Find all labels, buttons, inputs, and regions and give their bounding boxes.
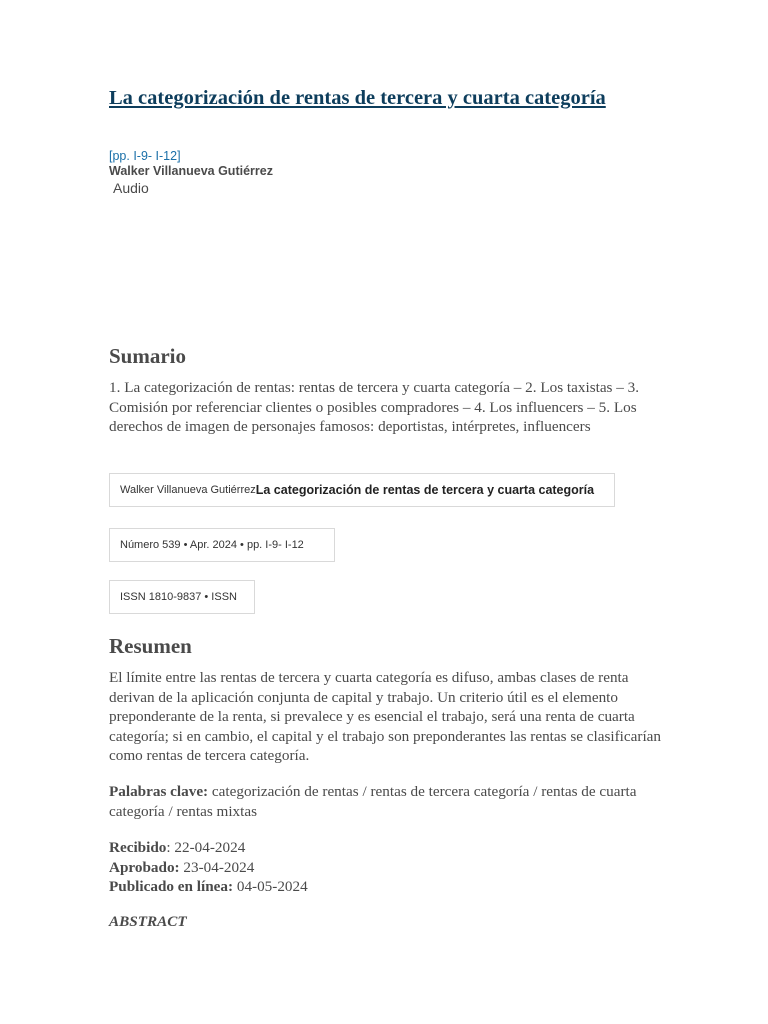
approved-value: 23-04-2024 (183, 858, 255, 876)
issue-info: Número 539 • Apr. 2024 • pp. I-9- I-12 (120, 539, 304, 551)
audio-label[interactable]: Audio (113, 180, 149, 196)
resumen-heading: Resumen (109, 634, 192, 658)
dates-block (109, 838, 661, 897)
keywords-text: categorización de rentas / rentas de tercera categoría / rentas de cuarta categoría / rentas mixtas (109, 783, 637, 820)
citation-box (109, 473, 615, 507)
received-date (109, 838, 661, 858)
issue-box (109, 528, 335, 562)
published-label: Publicado en línea: (109, 878, 234, 896)
issn-box (109, 580, 255, 614)
published-date (109, 877, 661, 897)
citation-author: Walker Villanueva Gutiérrez (120, 484, 256, 496)
citation-title: La categorización de rentas de tercera y cuarta categoría (255, 483, 595, 497)
keywords (109, 782, 661, 821)
received-label: Recibido (109, 839, 167, 856)
approved-label: Aprobado: (109, 858, 180, 876)
resumen-text: El límite entre las rentas de tercera y cuarta categoría es difuso, ambas clases de renta derivan de la aplicación conjunta de capital y trabajo. Un criterio útil es el elemento preponderante de la renta, si prevalece y es esencial el trabajo, será una renta de cuarta categoría; si en cambio, el capital y el trabajo son preponderantes las rentas se clasificarían como rentas de tercera categoría. (109, 669, 662, 765)
author-name: Walker Villanueva Gutiérrez (109, 164, 273, 178)
received-value: 22-04-2024 (174, 839, 246, 856)
received-sep: : (166, 839, 175, 856)
sumario-text: 1. La categorización de rentas: rentas de tercera y cuarta categoría – 2. Los taxistas – 3. Comisión por referenciar clientes o posibles compradores – 4. Los influencers – 5. Los derechos de imagen de personajes famosos: deportistas, intérpretes, influencers (109, 379, 640, 436)
abstract-heading: ABSTRACT (109, 913, 187, 930)
page-range: [pp. I-9- I-12] (109, 149, 181, 163)
article-title-link[interactable]: La categorización de rentas de tercera y cuarta categoría (109, 87, 606, 109)
keywords-label: Palabras clave: (109, 783, 209, 800)
published-value: 04-05-2024 (236, 878, 308, 896)
issn-info: ISSN 1810-9837 • ISSN (120, 591, 237, 603)
sumario-heading: Sumario (109, 344, 187, 368)
approved-date (109, 858, 661, 878)
